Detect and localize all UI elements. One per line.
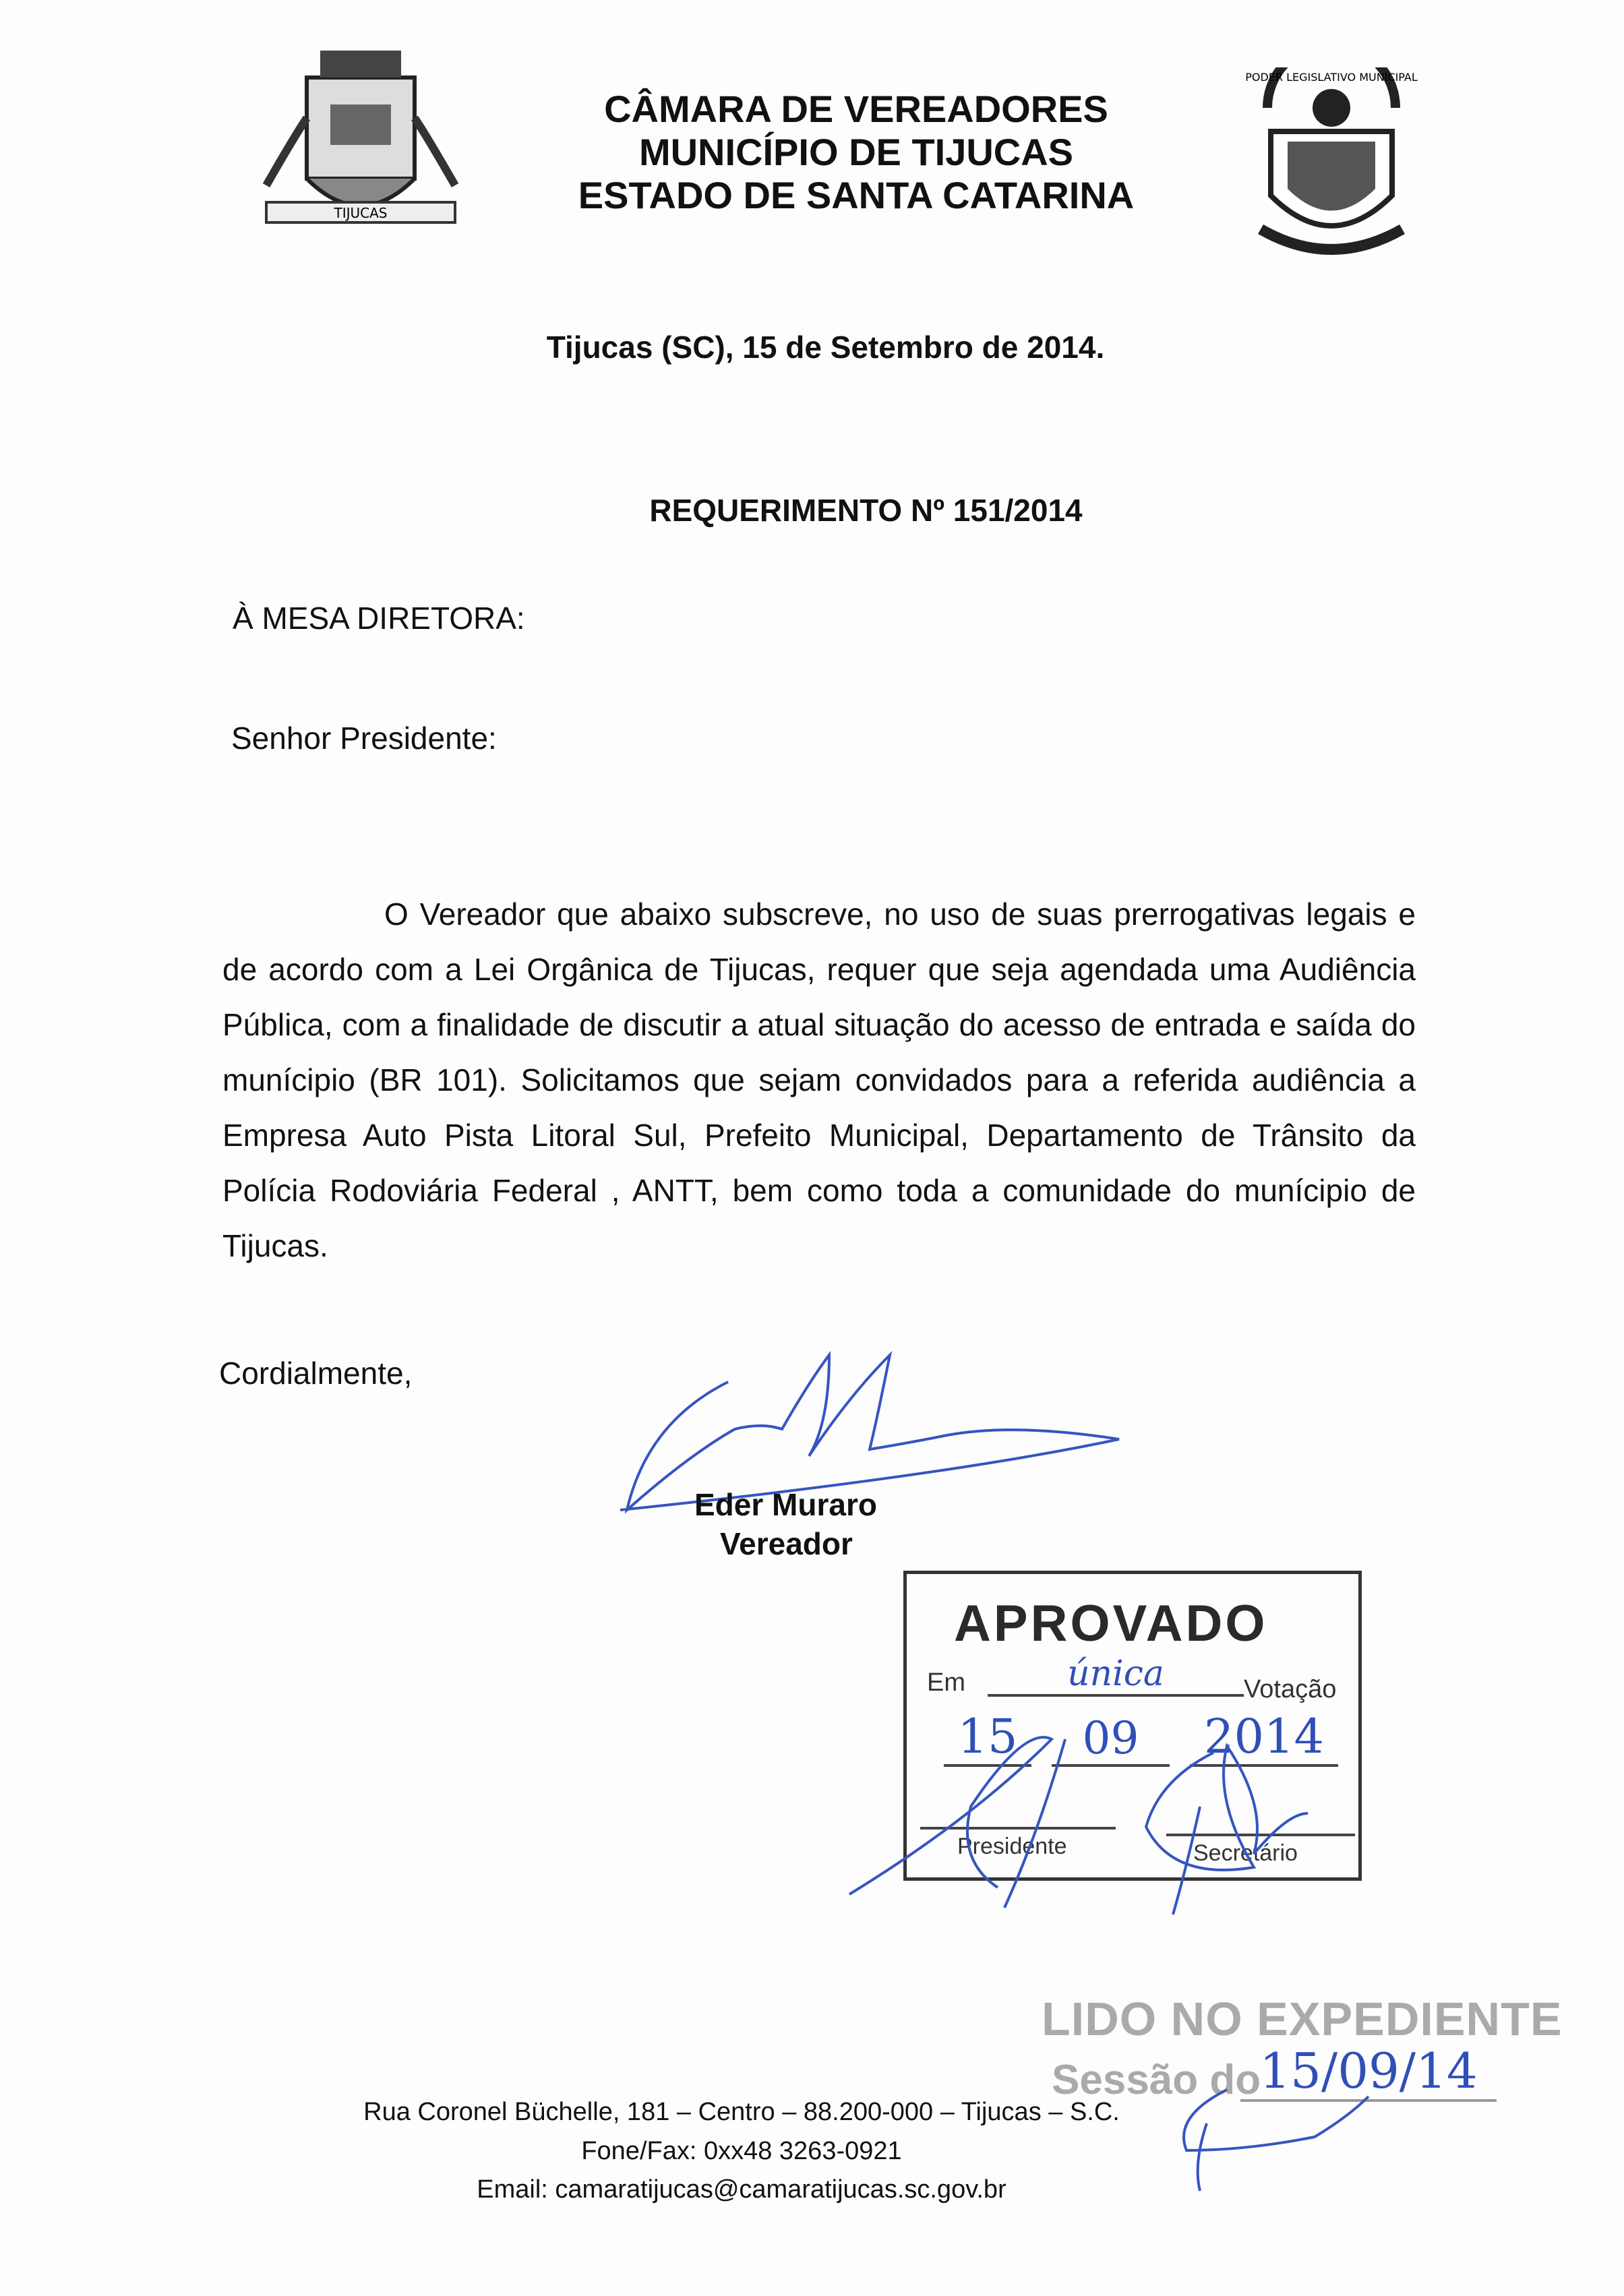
emblem-text: TIJUCAS [334, 205, 388, 221]
body-paragraph [222, 886, 1416, 1273]
footer-email: Email: camaratijucas@camaratijucas.sc.gov.br [477, 2175, 1006, 2204]
document-title: REQUERIMENTO Nº 151/2014 [649, 493, 1083, 528]
stamp-date-year: 2014 [1190, 1709, 1338, 1767]
letterhead-line-1: CÂMARA DE VEREADORES [604, 88, 1108, 130]
read-stamp-date: 15/09/14 [1240, 2043, 1497, 2102]
document-date: Tijucas (SC), 15 de Setembro de 2014. [546, 330, 1105, 365]
closing: Cordialmente, [219, 1356, 413, 1391]
signer-name: Eder Muraro [694, 1487, 877, 1522]
legislative-seal-icon [1240, 67, 1422, 270]
stamp-signatures-icon [836, 1685, 1375, 1941]
stamp-date-month: 09 [1052, 1712, 1170, 1767]
stamp-em-label: Em [927, 1668, 965, 1697]
stamp-presidente-label: Presidente [957, 1834, 1067, 1859]
stamp-title: APROVADO [954, 1595, 1268, 1652]
letterhead [472, 88, 1240, 217]
read-stamp-session-label: Sessão do [1052, 2057, 1261, 2103]
stamp-secretario-label: Secretário [1193, 1840, 1298, 1866]
read-stamp-title: LIDO NO EXPEDIENTE [1042, 1993, 1563, 2045]
stamp-date-day: 15 [944, 1709, 1031, 1767]
recipient: À MESA DIRETORA: [233, 601, 525, 636]
footer-address: Rua Coronel Büchelle, 181 – Centro – 88.200-000 – Tijucas – S.C. [363, 2098, 1120, 2126]
stamp-votacao-label: Votação [1244, 1675, 1337, 1703]
municipal-coat-of-arms-icon [253, 37, 469, 253]
seal-text: PODER LEGISLATIVO MUNICIPAL [1245, 71, 1418, 84]
footer-phone: Fone/Fax: 0xx48 3263-0921 [581, 2137, 902, 2165]
letterhead-line-3: ESTADO DE SANTA CATARINA [578, 174, 1135, 216]
salutation: Senhor Presidente: [231, 721, 497, 756]
body-text: O Vereador que abaixo subscreve, no uso de suas prerrogativas legais e de acordo com a Lei Orgânica de Tijucas, requer que seja agendada uma Audiência Pública, com a finalidade de discutir a atual situação do acesso de entrada e saída do munícipio (BR 101). Solicitamos que sejam convidados para a referida audiência a Empresa Auto Pista Litoral Sul, Prefeito Municipal, Departamento de Trânsito da Polícia Rodoviária Federal , ANTT, bem como toda a comunidade do munícipio de Tijucas. [222, 897, 1416, 1263]
stamp-em-value: única [988, 1654, 1244, 1697]
signer-role: Vereador [720, 1526, 853, 1561]
letterhead-line-2: MUNICÍPIO DE TIJUCAS [638, 131, 1074, 173]
